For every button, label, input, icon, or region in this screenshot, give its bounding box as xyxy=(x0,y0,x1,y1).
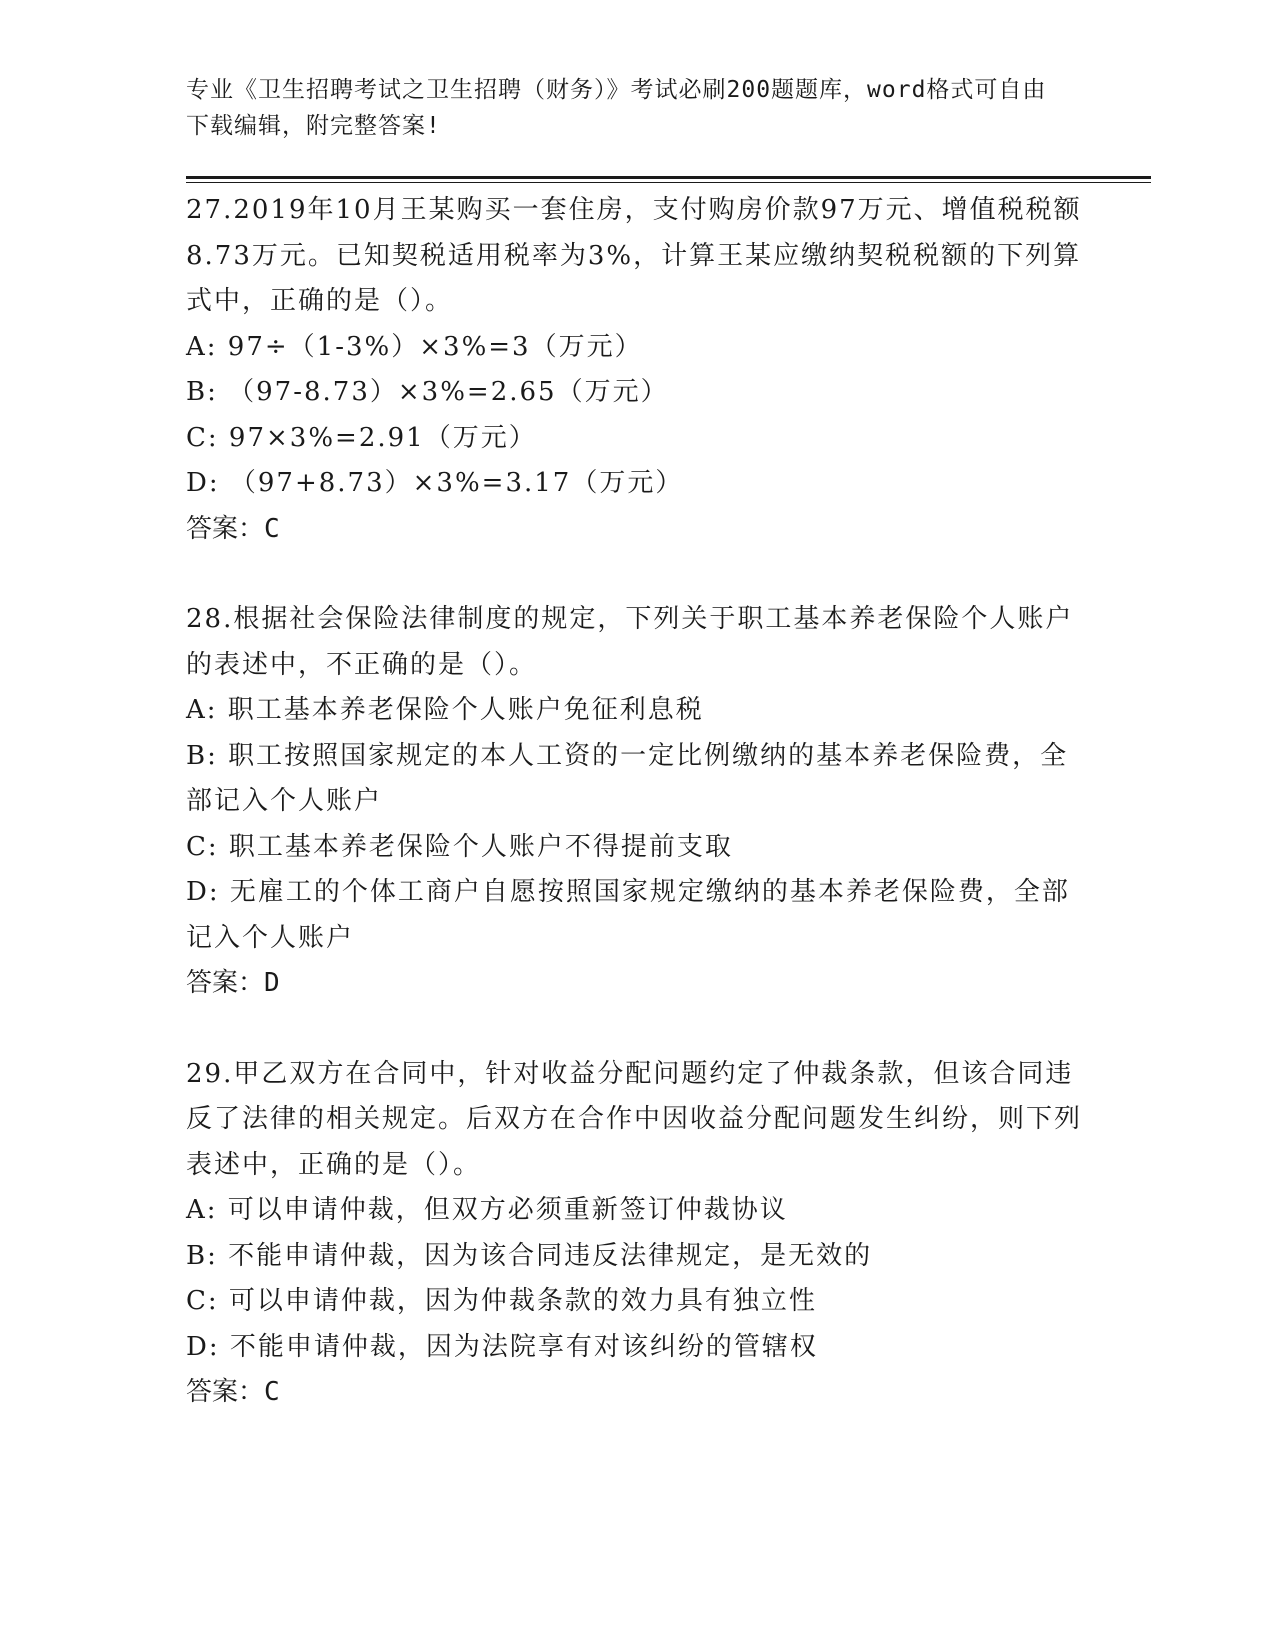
question-29 xyxy=(186,1052,1086,1416)
answer: 答案：C xyxy=(186,513,280,544)
question-stem: 28.根据社会保险法律制度的规定，下列关于职工基本养老保险个人账户的表述中，不正确的是（）。 xyxy=(186,604,1074,680)
question-spacer xyxy=(186,1007,1086,1052)
question-27 xyxy=(186,188,1086,552)
question-spacer xyxy=(186,552,1086,597)
option-c: C: 可以申请仲裁，因为仲裁条款的效力具有独立性 xyxy=(186,1286,817,1316)
question-list xyxy=(186,188,1086,1416)
header-divider xyxy=(186,176,1151,179)
option-b: B: 职工按照国家规定的本人工资的一定比例缴纳的基本养老保险费，全部记入个人账户 xyxy=(186,740,1069,816)
header-divider-thin xyxy=(186,182,1151,183)
option-b: B: 不能申请仲裁，因为该合同违反法律规定，是无效的 xyxy=(186,1240,873,1271)
page-title: 专业《卫生招聘考试之卫生招聘（财务）》考试必刷200题题库，word格式可自由下载编辑，附完整答案! xyxy=(186,77,1047,139)
option-a: A: 97÷（1-3%）×3%=3（万元） xyxy=(186,331,643,362)
option-c: C: 职工基本养老保险个人账户不得提前支取 xyxy=(186,831,733,862)
option-d: D: 无雇工的个体工商户自愿按照国家规定缴纳的基本养老保险费，全部记入个人账户 xyxy=(186,877,1070,953)
option-a: A: 职工基本养老保险个人账户免征利息税 xyxy=(186,695,704,725)
option-d: D: 不能申请仲裁，因为法院享有对该纠纷的管辖权 xyxy=(186,1331,818,1362)
question-stem: 27.2019年10月王某购买一套住房，支付购房价款97万元、增值税税额8.73万元。已知契税适用税率为3%，计算王某应缴纳契税税额的下列算式中，正确的是（）。 xyxy=(186,195,1082,316)
question-stem: 29.甲乙双方在合同中，针对收益分配问题约定了仲裁条款，但该合同违反了法律的相关规定。后双方在合作中因收益分配问题发生纠纷，则下列表述中，正确的是（）。 xyxy=(186,1058,1083,1180)
option-c: C: 97×3%=2.91（万元） xyxy=(186,422,537,453)
option-a: A: 可以申请仲裁，但双方必须重新签订仲裁协议 xyxy=(186,1195,788,1225)
option-b: B: （97-8.73）×3%=2.65（万元） xyxy=(186,377,669,407)
question-28 xyxy=(186,597,1086,1007)
answer: 答案：C xyxy=(186,1377,280,1407)
option-d: D: （97+8.73）×3%=3.17（万元） xyxy=(186,468,684,498)
answer: 答案：D xyxy=(186,968,280,998)
